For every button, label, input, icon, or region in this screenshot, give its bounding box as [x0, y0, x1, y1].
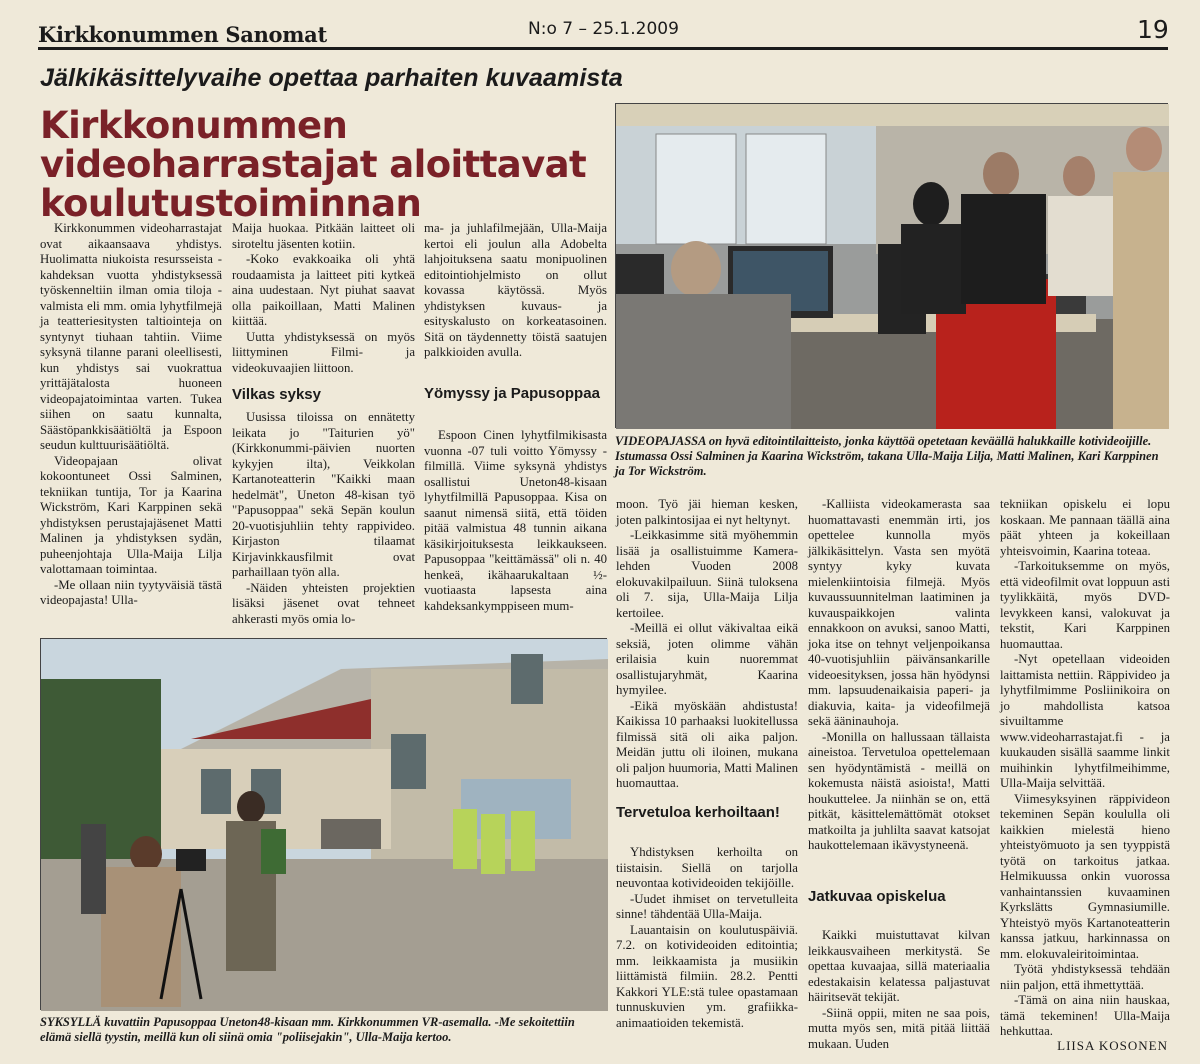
article-paragraph: -Kalliista videokamerasta saa huomattavasti enemmän irti, jos opettelee kunnolla myös jälkikäsittelyn. Vasta sen myötä syntyy kyky kuvata mielenkiintoisia filmejä. Myös kuvaussuunnitelman laatiminen ja kuvauspaikkojen valinta ennakkoon on avuksi, sanoo Matti, joka itse on tehnyt veljenpoikansa 40-vuotisjuhliin päivänsankarille videoesityksen, jossa hän hyödynsi mm. lapsuudenaikaisia paperi- ja diakuvia, kaita- ja videofilmejä sekä ääninauhoja.	[808, 497, 990, 728]
article-column-4a	[616, 497, 798, 800]
article-paragraph: Espoon Cinen lyhytfilmikisasta vuonna -07 tuli voitto Yömyssy -filmillä. Viime syksynä yhdistys osallistui Uneton48-kisaan lyhytfilmillä Papusoppaa. Kisa on saanut nimensä siitä, että töiden pitää valmistua 48 tunnin aikana käsikirjoituksesta leikkaukseen. Papusoppaa "keittämässä" oli n. 40 henkeä, ikähaarukaltaan ½-vuotiaasta lapsesta aina kahdeksankymppiseen mum-	[424, 428, 607, 613]
article-paragraph: moon. Työ jäi hieman kesken, joten palkintosijaa ei nyt heltynyt.	[616, 497, 798, 527]
article-paragraph: -Koko evakkoaika oli yhtä roudaamista ja laitteet piti kytkeä aina uudestaan. Nyt piuhat saavat olla paikoillaan, Matti Malinen kiittää.	[232, 252, 415, 328]
author-byline: LIISA KOSONEN	[1057, 1038, 1168, 1053]
article-paragraph: -Näiden yhteisten projektien lisäksi jäsenet ovat tehneet ahkerasti myös omia lo-	[232, 580, 415, 626]
article-column-5a	[808, 497, 990, 885]
subheading-vilkas-syksy: Vilkas syksy	[232, 386, 321, 403]
article-paragraph: -Leikkasimme sitä myöhemmin lisää ja osallistuimme Kamera-lehden Vuoden 2008 elokuvakilpailuun. Siinä tuloksena oli 7. sija, Ulla-Maija Lilja kertoilee.	[616, 528, 798, 620]
article-paragraph: Uusissa tiloissa on ennätetty leikata jo "Taiturien yö" (Kirkkonummi-päivien nuorten kykyjen ilta), Veikkolan Kartanoteatterin "Kaikki maan hedelmät", Uneton 48-kisan työ "Papusoppaa" sekä Sepän koulun 20-vuotisjuhliin tehty rappivideo. Kirjaston tilaamat Kirjavinkkausfilmit ovat parhaillaan työn alla.	[232, 410, 415, 579]
article-paragraph: -Meillä ei ollut väkivaltaa eikä seksiä, joten olimme vähän erilaisia kuin nuoremmat osallistujaryhmät, Kaarina hymyilee.	[616, 621, 798, 697]
article-paragraph: -Tämä on aina niin hauskaa, tämä tekeminen! Ulla-Maija hehkuttaa.	[1000, 993, 1170, 1038]
article-column-4b	[616, 845, 798, 1055]
article-paragraph: Uutta yhdistyksessä on myös liittyminen Filmi- ja videokuvaajien liittoon.	[232, 329, 415, 375]
article-paragraph: -Me ollaan niin tyytyväisiä tästä videopajasta! Ulla-	[40, 577, 222, 607]
article-paragraph: Lauantaisin on koulutuspäiviä. 7.2. on kotivideoiden editointia; mm. leikkaamista ja musiikin liittämistä filmiin. 28.2. Pentti Kakkori YLE:stä tulee opastamaan tunnuskuvien ym. grafiikka-animaatioiden tekemistä.	[616, 922, 798, 1030]
railway-station-illustration	[41, 639, 608, 1011]
article-paragraph: Videopajaan olivat kokoontuneet Ossi Salminen, tekniikan tuntija, Tor ja Kaarina Wickström, Kari Karppinen sekä yhdistyksen perustajajäsenet Matti Malinen ja yhdistyksen sydän, puheenjohtaja Ulla-Maija Lilja valottamaan toimintaa.	[40, 453, 222, 576]
article-paragraph: -Siinä oppii, miten ne saa pois, mutta myös sen, mitä pitää liittää mukaan. Uuden	[808, 1005, 990, 1051]
page-number: 19	[1137, 15, 1169, 44]
headline: Kirkkonummen videoharrastajat aloittavat koulutustoiminnan	[40, 104, 587, 225]
article-paragraph: ma- ja juhlafilmejään, Ulla-Maija kertoi eli joulun alla Adobelta lahjoituksena saatu monipuolinen editointiohjelmisto on ollut kovassa käytössä. Myös yhdistyksen kuvaus- ja esityskalusto on korkeatasoinen. Sitä on täydennetty töistä saatujen palkkioiden avulla.	[424, 221, 607, 359]
subheading-jatkuvaa: Jatkuvaa opiskelua	[808, 888, 946, 905]
railway-station-photo	[40, 638, 607, 1010]
subheading-yomyssy: Yömyssy ja Papusoppaa	[424, 385, 600, 402]
videopaja-photo-illustration	[616, 104, 1169, 429]
article-paragraph: -Nyt opetellaan videoiden laittamista nettiin. Räppivideo ja lyhytfilmimme Posliinikoira on jo mahdollista katsoa sivuiltamme www.videoharrastajat.fi - ja kuukauden sisällä saamme linkit muihinkin lyhytfilmeihimme, Ulla-Maija selvittää.	[1000, 652, 1170, 790]
article-column-2b	[232, 410, 415, 628]
article-paragraph: -Tarkoituksemme on myös, että videofilmit ovat loppuun asti tyylikkäitä, myös DVD-levykkeen kansi, valokuvat ja tekstit, Kari Karppinen huomauttaa.	[1000, 559, 1170, 651]
article-paragraph: Kaikki muistuttavat kilvan leikkausvaiheen merkitystä. Se opettaa kuvaajaa, sillä materiaalia edestakaisin kelatessa paljastuvat häiritsevät tekijät.	[808, 928, 990, 1004]
article-column-3b	[424, 428, 607, 628]
article-column-6	[1000, 497, 1170, 1038]
article-paragraph: Työtä yhdistyksessä tehdään niin paljon, että ihmettyttää.	[1000, 962, 1170, 992]
kicker: Jälkikäsittelyvaihe opettaa parhaiten kuvaamista	[40, 64, 623, 92]
article-column-3a	[424, 221, 607, 377]
videopaja-photo-caption: VIDEOPAJASSA on hyvä editointilaitteisto, jonka käyttöä opetetaan keväällä halukkaille kotivideoijille. Istumassa Ossi Salminen ja Kaarina Wickström, takana Ulla-Maija Lilja, Matti Malinen, Kari Karppinen ja Tor Wickström.	[615, 434, 1159, 478]
masthead-rule	[38, 47, 1168, 50]
article-paragraph: Viimesyksyinen räppivideon tekeminen Sepän koululla oli kaikkien mielestä hieno yhteistyömuoto ja sen tyyppistä työtä on tarkoitus jatkaa. Helmikuussa onkin vuorossa vanhaintanssien kuvaaminen Kyrkslätts Gymnasiumille. Yhteistyö myös Kartanoteatterin kanssa jatkuu, harkinnassa on mm. elokuvaleiritoimintaa.	[1000, 791, 1170, 961]
article-paragraph: tekniikan opiskelu ei lopu koskaan. Me pannaan täällä aina päät yhteen ja kokeillaan yhteisvoimin, Kaarina toteaa.	[1000, 497, 1170, 558]
article-column-5b	[808, 928, 990, 1056]
article-paragraph: -Monilla on hallussaan tällaista aineistoa. Tervetuloa opettelemaan sen hyödyntämistä - meillä on kokemusta näistä asioista!, Matti houkuttelee. Ja niinhän se on, että pitkät, käsittelemättömät otokset matkoilta ja juhlilta saavat katsojat haukottelemaan ikävystyneenä.	[808, 729, 990, 852]
masthead-issue: N:o 7 – 25.1.2009	[528, 19, 679, 39]
railway-station-photo-caption: SYKSYLLÄ kuvattiin Papusoppaa Uneton48-kisaan mm. Kirkkonummen VR-asemalla. -Me sekoitettiin elämä siellä tyystin, meillä kun oli siinä omia "poliisejakin", Ulla-Maija kertoo.	[40, 1015, 575, 1044]
article-paragraph: -Eikä myöskään ahdistusta! Kaikissa 10 parhaaksi luokitellussa filmissä sitä oli aika paljon. Meidän juttu oli iloinen, mukana oli paljon huumoria, Matti Malinen huomauttaa.	[616, 698, 798, 790]
article-paragraph: -Uudet ihmiset on tervetulleita sinne! tähdentää Ulla-Maija.	[616, 891, 798, 921]
article-column-1	[40, 221, 222, 627]
article-paragraph: Yhdistyksen kerhoilta on tiistaisin. Siellä on tarjolla neuvontaa kotivideoiden tekijöille.	[616, 845, 798, 890]
article-column-2a	[232, 221, 415, 379]
article-paragraph: Maija huokaa. Pitkään laitteet oli siroteltu jäsenten kotiin.	[232, 221, 415, 251]
masthead-paper-name: Kirkkonummen Sanomat	[38, 22, 327, 47]
videopaja-photo	[615, 103, 1168, 428]
article-paragraph: Kirkkonummen videoharrastajat ovat aikaansaava yhdistys. Huolimatta niukoista resursseista - kahdeksan vuotta yhdistyksessä työskenneltiin ilman omia tiloja - valmista eli mm. omia lyhytfilmejä ja teatteriesitysten taltiointeja on syntynyt tiuhaan tahtiin. Viime syksynä tilanne parani oleellisesti, kun yhdistys sai vuokrattua yrittäjätalosta huoneen videopajatoimintaa varten. Tukea siihen on saatu kunnalta, Säästöpankkisäätiöltä ja Espoon seudun kulttuurisäätiöltä.	[40, 221, 222, 452]
subheading-tervetuloa: Tervetuloa kerhoiltaan!	[616, 804, 780, 821]
